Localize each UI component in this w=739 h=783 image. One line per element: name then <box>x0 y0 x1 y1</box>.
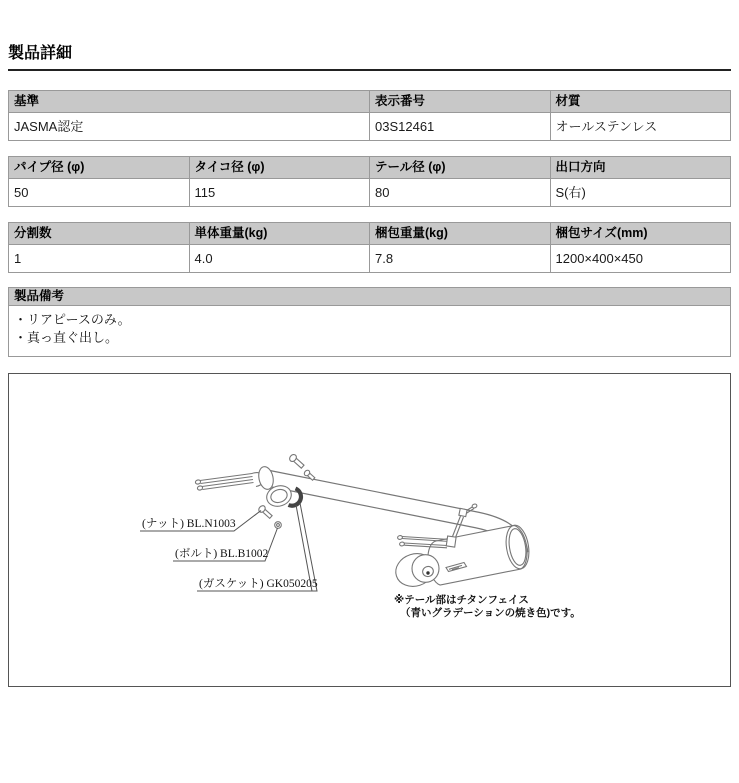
product-detail-section <box>0 44 739 687</box>
cell-outlet-direction: S(右) <box>550 179 731 207</box>
cell-package-weight: 7.8 <box>370 245 551 273</box>
col-header-unit-weight: 単体重量(kg) <box>189 223 370 245</box>
bolt-upper <box>288 453 305 469</box>
col-header-split-count: 分割数 <box>9 223 190 245</box>
col-header-standard: 基準 <box>9 91 370 113</box>
col-header-outlet-direction: 出口方向 <box>550 157 731 179</box>
cell-split-count: 1 <box>9 245 190 273</box>
table-row <box>9 113 731 141</box>
muffler-hanger-rods <box>397 535 456 548</box>
remarks-body <box>8 306 731 357</box>
page-title: 製品詳細 <box>8 44 731 71</box>
col-header-display-number: 表示番号 <box>370 91 551 113</box>
nut <box>275 522 282 529</box>
spec-table-weights <box>8 222 731 273</box>
bolt-label: (ボルト) BL.B1002 <box>175 548 269 560</box>
col-header-pipe-diameter: パイプ径 (φ) <box>9 157 190 179</box>
gasket-label: (ガスケット) GK050205 <box>199 578 318 590</box>
table-row <box>9 179 731 207</box>
muffler <box>428 524 532 585</box>
bolt-lower <box>258 504 274 519</box>
col-header-tail-diameter: テール径 (φ) <box>370 157 551 179</box>
cell-pipe-diameter: 50 <box>9 179 190 207</box>
front-hanger-rods <box>195 473 264 491</box>
remarks-header: 製品備考 <box>8 287 731 306</box>
exhaust-diagram-box <box>8 373 731 687</box>
table-row <box>9 245 731 273</box>
cell-unit-weight: 4.0 <box>189 245 370 273</box>
col-header-package-size: 梱包サイズ(mm) <box>550 223 731 245</box>
spec-table-certification <box>8 90 731 141</box>
cell-material: オールステンレス <box>550 113 731 141</box>
remarks-line: ・真っ直ぐ出し。 <box>14 330 119 345</box>
tail-note-line2: （青いグラデーションの焼き色)です。 <box>400 607 581 619</box>
cell-muffler-diameter: 115 <box>189 179 370 207</box>
cell-standard: JASMA認定 <box>9 113 370 141</box>
tail-note-line1: ※テール部はチタンフェイス <box>394 594 529 606</box>
cell-tail-diameter: 80 <box>370 179 551 207</box>
remarks-line: ・リアピースのみ。 <box>14 312 131 327</box>
product-remarks <box>8 287 731 357</box>
exhaust-diagram <box>9 374 730 686</box>
col-header-muffler-diameter: タイコ径 (φ) <box>189 157 370 179</box>
callouts <box>140 503 318 591</box>
col-header-package-weight: 梱包重量(kg) <box>370 223 551 245</box>
cell-display-number: 03S12461 <box>370 113 551 141</box>
col-header-material: 材質 <box>550 91 731 113</box>
cell-package-size: 1200×400×450 <box>550 245 731 273</box>
tail-note <box>394 593 581 619</box>
nut-label: (ナット) BL.N1003 <box>142 518 236 530</box>
spec-table-diameters <box>8 156 731 207</box>
